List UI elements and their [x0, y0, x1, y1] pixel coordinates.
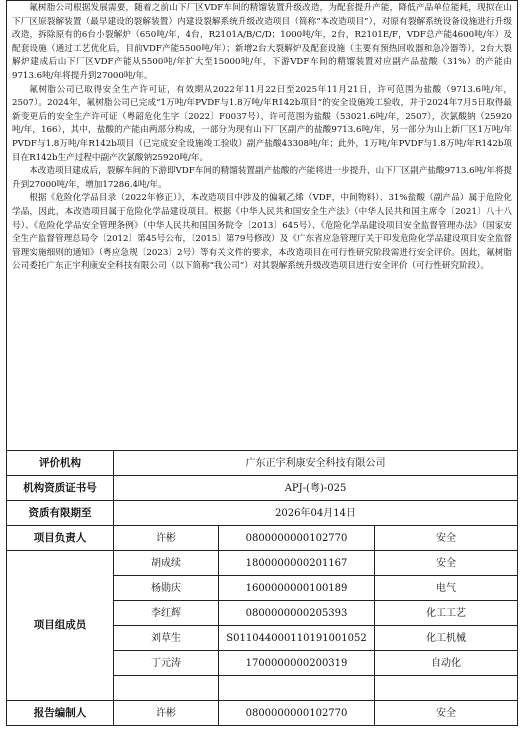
member-name: 杨勋庆 — [114, 576, 219, 601]
member-field: 安全 — [375, 551, 518, 576]
member-field: 化工工艺 — [375, 601, 518, 626]
member-name: 刘草生 — [114, 626, 219, 651]
leader-label: 项目负责人 — [7, 526, 114, 551]
leader-cert: 0800000000102770 — [219, 526, 375, 551]
team-label: 项目组成员 — [7, 551, 114, 701]
member-cert: 1800000000201167 — [219, 551, 375, 576]
cert-label: 机构资质证书号 — [7, 476, 114, 501]
org-value: 广东正宇利康安全科技有限公司 — [114, 451, 518, 476]
paragraph-3: 本改造项目建成后，裂解车间的下游即VDF车间的精馏装置副产盐酸的产能将进一步提升，山下厂区副产盐酸9713.6吨/年将提升到27000吨/年，增加17286.4吨/年。 — [12, 166, 513, 190]
member-name: 丁元涛 — [114, 651, 219, 676]
member-field-blank — [375, 676, 518, 701]
report-name: 许彬 — [114, 701, 219, 726]
member-cert-blank — [219, 676, 375, 701]
report-label: 报告编制人 — [7, 701, 114, 726]
member-cert: 1600000000100189 — [219, 576, 375, 601]
report-row — [7, 701, 518, 726]
leader-row — [7, 526, 518, 551]
team-row — [7, 551, 518, 576]
member-field: 电气 — [375, 576, 518, 601]
report-cert: 0800000000102770 — [219, 701, 375, 726]
leader-field: 安全 — [375, 526, 518, 551]
paragraph-4: 根据《危险化学品目录（2022年修正）》，本改造项目中涉及的偏氟乙烯（VDF，中间物料）、31%盐酸（副产品）属于危险化学品，因此，本改造项目属于危险化学品建设项目。根据《中华人民共和国安全生产法》（中华人民共和国主席令〔2021〕八十八号）、《危险化学品安全管理条例》（中华人民共和国国务院令〔2013〕645号）、《危险化学品建设项目安全监督管理办法》（国家安全生产监督管理总局令〔2012〕第45号公布，〔2015〕第79号修改）及《广东省应急管理厅关于印发危险化学品建设项目安全监督管理实施细则的通知》（粤应急规〔2023〕2号）等有关文件的要求，本改造项目在可行性研究阶段需进行安全评价。因此，氟树脂公司委托广东正宇利康安全科技有限公司（以下简称“我公司”）对其裂解系统升级改造项目进行安全评价（可行性研究阶段）。 — [12, 193, 513, 272]
org-label: 评价机构 — [7, 451, 114, 476]
valid-label: 资质有限期至 — [7, 501, 114, 526]
member-cert: S011044000110191001052 — [219, 626, 375, 651]
member-name: 胡成续 — [114, 551, 219, 576]
valid-value: 2026年04月14日 — [114, 501, 518, 526]
cert-value: APJ-(粤)-025 — [114, 476, 518, 501]
report-field: 安全 — [375, 701, 518, 726]
member-field: 化工机械 — [375, 626, 518, 651]
paragraph-2: 氟树脂公司已取得安全生产许可证，有效期从2022年11月22日至2025年11月21日，许可范围为盐酸（9713.6吨/年，2507）。2024年，氟树脂公司已完成“1万吨/年PVDF与1.8万吨/年R142b项目”的安全设施竣工验收，并于2024年7月5日取得最新变更后的安全生产许可证（粤韶危化生字〔2022〕F0037号），许可范围为盐酸（53021.6吨/年，2507），次氯酸钠（25920吨/年，166），其中，盐酸的产能由两部分构成，一部分为现有山下厂区副产的盐酸9713.6吨/年，另一部分为山上新厂区1万吨/年PVDF与1.8万吨/年R142b项目（已完成安全设施竣工验收）副产盐酸43308吨/年；此外，1万吨/年PVDF与1.8万吨/年R142b项目在R142b生产过程中副产次氯酸钠25920吨/年。 — [12, 84, 513, 163]
leader-name: 许彬 — [114, 526, 219, 551]
report-info-table — [6, 0, 518, 726]
member-name: 李红辉 — [114, 601, 219, 626]
project-description — [7, 1, 518, 451]
member-name-blank — [114, 676, 219, 701]
member-cert: 0800000000205393 — [219, 601, 375, 626]
member-cert: 1700000000200319 — [219, 651, 375, 676]
member-field: 自动化 — [375, 651, 518, 676]
paragraph-1: 氟树脂公司根据发展需要，随着之前山下厂区VDF车间的精馏装置升级改造，为配套提升产能，降低产品单位能耗，现拟在山下厂区原裂解装置（最早建设的裂解装置）内建设裂解系统升级改造项目（简称“本改造项目”），对原有裂解系统设备设施进行升级改造，拆除原有的6台小裂解炉（650吨/年，4台，R2101A/B/C/D；1000吨/年，2台，R2101E/F，VDF总产能4600吨/年）及配套设施（通过工艺优化后，目前VDF产能5500吨/年）；新增2台大裂解炉及配套设施（主要有预热回收器和急冷器等），2台大裂解炉建成后山下厂区VDF产能从5500吨/年扩大至15000吨/年，下游VDF车间的精馏装置对应副产品盐酸（31%）的产能由9713.6吨/年将提升到27000吨/年。 — [12, 3, 513, 81]
